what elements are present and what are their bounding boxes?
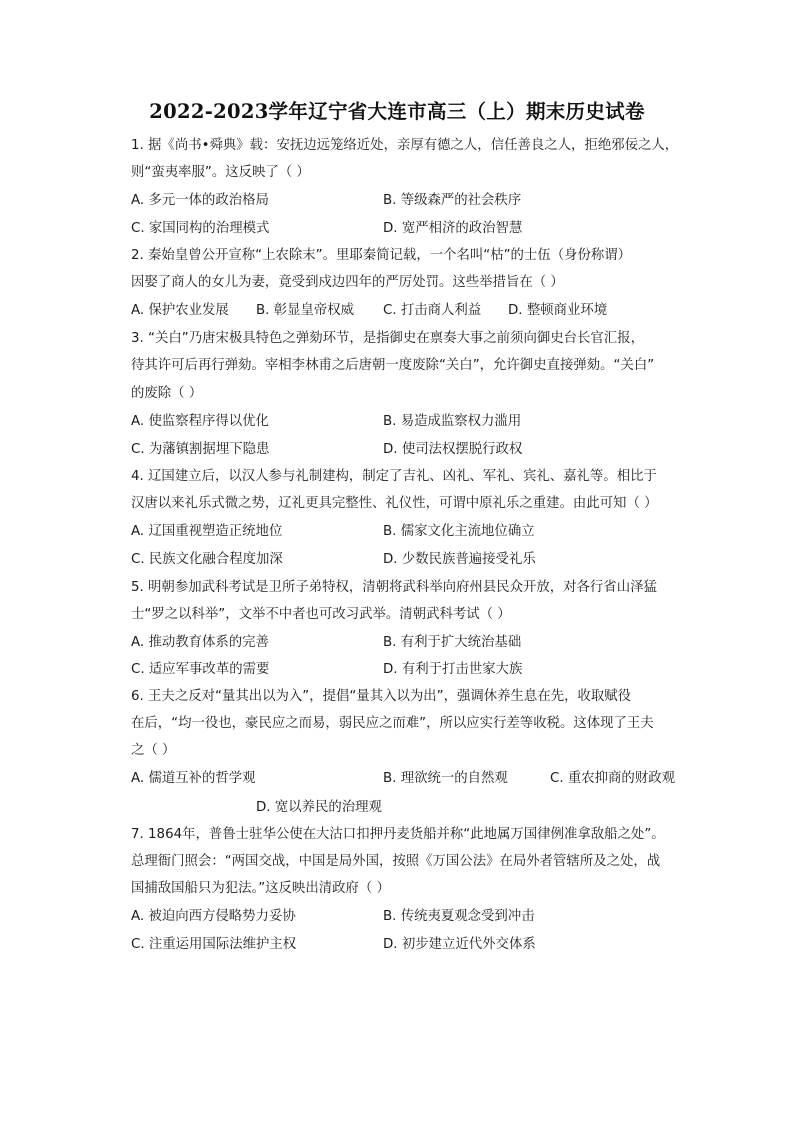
question-6-option-b[interactable]: B. 理欲统一的自然观: [383, 771, 508, 786]
question-7-stem-line-3: 国捕敌国船只为犯法。”这反映出清政府（ ）: [131, 881, 390, 896]
question-3-option-d[interactable]: D. 使司法权摆脱行政权: [383, 442, 523, 457]
question-7-option-b[interactable]: B. 传统夷夏观念受到冲击: [383, 909, 535, 924]
question-1-option-d[interactable]: D. 宽严相济的政治智慧: [383, 221, 523, 236]
question-5-stem-line-1: 5. 明朝参加武科考试是卫所子弟特权，清朝将武科举向府州县民众开放，对各行省山泽猛: [131, 580, 657, 595]
question-7-stem-line-1: 7. 1864年，普鲁士驻华公使在大沽口扣押丹麦货船并称“此地属万国律例准拿敌船之处”。: [131, 827, 665, 842]
question-5-stem-line-2: 士“罗之以科举”，文举不中者也可改习武举。清朝武科考试（ ）: [131, 607, 511, 622]
question-5-option-a[interactable]: A. 推动教育体系的完善: [131, 635, 269, 650]
question-4-stem-line-2: 汉唐以来礼乐式微之势，辽礼更具完整性、礼仪性，可谓中原礼乐之重建。由此可知（ ）: [131, 496, 658, 511]
question-1-stem-line-1: 1. 据《尚书•舜典》载：安抚边远笼络近处，亲厚有德之人，信任善良之人，拒绝邪佞之人，: [131, 138, 679, 153]
question-1-option-b[interactable]: B. 等级森严的社会秩序: [383, 193, 522, 208]
question-6-stem-line-2: 在后，“均一役也，豪民应之而易，弱民应之而难”，所以应实行差等收税。这体现了王夫: [131, 716, 654, 731]
question-7-stem-line-2: 总理衙门照会：“两国交战，中国是局外国，按照《万国公法》在局外者管辖所及之处，战: [131, 854, 661, 869]
question-2-option-d[interactable]: D. 整顿商业环境: [508, 303, 608, 318]
question-2-stem-line-2: 因娶了商人的女儿为妻，竟受到戍边四年的严厉处罚。这些举措旨在（ ）: [131, 275, 564, 290]
question-6-stem-line-3: 之（ ）: [131, 743, 176, 758]
question-2-option-b[interactable]: B. 彰显皇帝权威: [256, 303, 355, 318]
question-3-option-c[interactable]: C. 为藩镇割据埋下隐患: [131, 442, 270, 457]
question-2-option-c[interactable]: C. 打击商人利益: [383, 303, 482, 318]
question-6-option-d[interactable]: D. 宽以养民的治理观: [256, 800, 382, 815]
question-1-option-c[interactable]: C. 家国同构的治理模式: [131, 221, 270, 236]
question-6-option-a[interactable]: A. 儒道互补的哲学观: [131, 771, 256, 786]
question-4-option-d[interactable]: D. 少数民族普遍接受礼乐: [383, 552, 536, 567]
question-3-option-b[interactable]: B. 易造成监察权力滥用: [383, 414, 522, 429]
question-6-option-c[interactable]: C. 重农抑商的财政观: [550, 771, 675, 786]
question-7-option-c[interactable]: C. 注重运用国际法维护主权: [131, 937, 297, 952]
question-5-option-d[interactable]: D. 有利于打击世家大族: [383, 662, 523, 677]
question-4-option-b[interactable]: B. 儒家文化主流地位确立: [383, 524, 535, 539]
question-4-option-c[interactable]: C. 民族文化融合程度加深: [131, 552, 283, 567]
question-5-option-c[interactable]: C. 适应军事改革的需要: [131, 662, 270, 677]
question-1-stem-line-2: 则“蛮夷率服”。这反映了（ ）: [131, 165, 310, 180]
question-3-option-a[interactable]: A. 使监察程序得以优化: [131, 414, 269, 429]
page-title: 2022-2023学年辽宁省大连市高三（上）期末历史试卷: [149, 100, 645, 123]
question-2-stem-line-1: 2. 秦始皇曾公开宣称“上农除末”。里耶秦简记载，一个名叫“枯”的士伍（身份称谓）: [131, 248, 632, 263]
question-4-option-a[interactable]: A. 辽国重视塑造正统地位: [131, 524, 283, 539]
question-7-option-d[interactable]: D. 初步建立近代外交体系: [383, 937, 536, 952]
question-5-option-b[interactable]: B. 有利于扩大统治基础: [383, 635, 522, 650]
question-7-option-a[interactable]: A. 被迫向西方侵略势力妥协: [131, 909, 296, 924]
question-2-option-a[interactable]: A. 保护农业发展: [131, 303, 229, 318]
question-3-stem-line-3: 的废除（ ）: [131, 386, 203, 401]
question-1-option-a[interactable]: A. 多元一体的政治格局: [131, 193, 269, 208]
question-3-stem-line-1: 3. “关白”乃唐宋极具特色之弹劾环节，是指御史在禀奏大事之前须向御史台长官汇报，: [131, 331, 644, 346]
question-3-stem-line-2: 待其许可后再行弹劾。宰相李林甫之后唐朝一度废除“关白”，允许御史直接弹劾。“关白”: [131, 358, 655, 373]
question-6-stem-line-1: 6. 王夫之反对“量其出以为入”，提倡“量其入以为出”，强调休养生息在先，收取赋役: [131, 689, 632, 704]
question-4-stem-line-1: 4. 辽国建立后，以汉人参与礼制建构，制定了吉礼、凶礼、军礼、宾礼、嘉礼等。相比于: [131, 469, 657, 484]
